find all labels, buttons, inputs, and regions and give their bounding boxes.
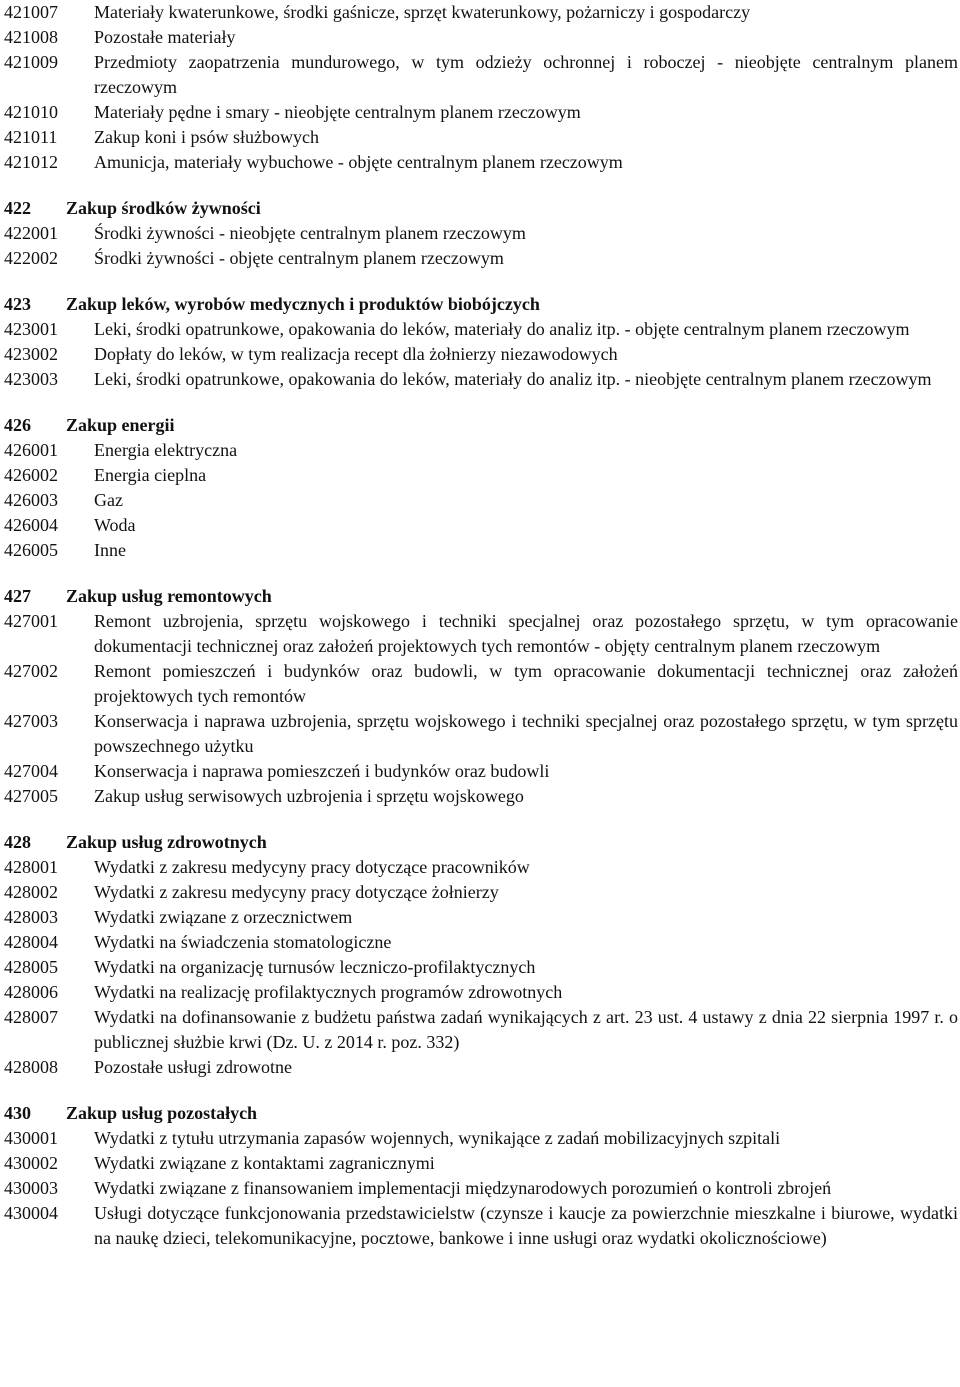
section-spacer: [4, 392, 958, 413]
item-code: 423002: [4, 344, 58, 364]
list-item: [4, 1126, 958, 1151]
item-text: Zakup usług serwisowych uzbrojenia i sprzętu wojskowego: [94, 786, 524, 806]
item-text: Remont uzbrojenia, sprzętu wojskowego i techniki specjalnej oraz pozostałego sprzętu, w tym opracowanie dokumentacji technicznej oraz założeń projektowych tych remontów - objęty centralnym planem rzeczowym: [94, 611, 958, 656]
section-spacer: [4, 1080, 958, 1101]
item-code: 427003: [4, 711, 58, 731]
list-item: [4, 463, 958, 488]
item-text: Wydatki na świadczenia stomatologiczne: [94, 932, 392, 952]
list-item: [4, 125, 958, 150]
list-item: [4, 905, 958, 930]
list-item: [4, 513, 958, 538]
item-code: 430001: [4, 1128, 58, 1148]
item-code: 426003: [4, 490, 58, 510]
item-text: Środki żywności - objęte centralnym planem rzeczowym: [94, 248, 504, 268]
list-item: [4, 538, 958, 563]
item-text: Zakup koni i psów służbowych: [94, 127, 319, 147]
list-item: [4, 367, 958, 392]
list-item: [4, 880, 958, 905]
item-code: 423003: [4, 369, 58, 389]
item-code: 422002: [4, 248, 58, 268]
section-heading: [4, 830, 958, 855]
list-item: [4, 342, 958, 367]
section-code: 430: [4, 1103, 31, 1123]
section-427: [4, 584, 958, 809]
item-text: Wydatki związane z kontaktami zagranicznymi: [94, 1153, 435, 1173]
item-text: Wydatki z tytułu utrzymania zapasów wojennych, wynikające z zadań mobilizacyjnych szpitali: [94, 1128, 781, 1148]
item-text: Wydatki na realizację profilaktycznych programów zdrowotnych: [94, 982, 563, 1002]
list-item: [4, 1055, 958, 1080]
item-code: 428003: [4, 907, 58, 927]
item-text: Materiały kwaterunkowe, środki gaśnicze, sprzęt kwaterunkowy, pożarniczy i gospodarczy: [94, 2, 751, 22]
item-text: Gaz: [94, 490, 123, 510]
list-item: [4, 0, 958, 25]
item-text: Pozostałe usługi zdrowotne: [94, 1057, 292, 1077]
item-text: Przedmioty zaopatrzenia mundurowego, w tym odzieży ochronnej i roboczej - nieobjęte centralnym planem rzeczowym: [94, 52, 958, 97]
item-code: 428005: [4, 957, 58, 977]
list-item: [4, 221, 958, 246]
list-item: [4, 759, 958, 784]
section-heading: [4, 292, 958, 317]
item-code: 422001: [4, 223, 58, 243]
section-426: [4, 413, 958, 563]
item-text: Remont pomieszczeń i budynków oraz budowli, w tym opracowanie dokumentacji technicznej oraz założeń projektowych tych remontów: [94, 661, 958, 706]
section-title: Zakup usług pozostałych: [66, 1103, 258, 1123]
item-text: Wydatki na dofinansowanie z budżetu państwa zadań wynikających z art. 23 ust. 4 ustawy z dnia 22 sierpnia 1997 r. o publicznej służbie krwi (Dz. U. z 2014 r. poz. 332): [94, 1007, 958, 1052]
item-text: Energia cieplna: [94, 465, 207, 485]
item-text: Dopłaty do leków, w tym realizacja recept dla żołnierzy niezawodowych: [94, 344, 618, 364]
section-spacer: [4, 271, 958, 292]
item-text: Materiały pędne i smary - nieobjęte centralnym planem rzeczowym: [94, 102, 581, 122]
list-item: [4, 317, 958, 342]
section-code: 422: [4, 198, 31, 218]
item-code: 428001: [4, 857, 58, 877]
section-title: Zakup środków żywności: [66, 198, 261, 218]
list-item: [4, 488, 958, 513]
list-item: [4, 50, 958, 100]
item-code: 421009: [4, 52, 58, 72]
list-item: [4, 709, 958, 759]
item-code: 426001: [4, 440, 58, 460]
item-code: 423001: [4, 319, 58, 339]
item-text: Woda: [94, 515, 136, 535]
list-item: [4, 25, 958, 50]
item-code: 421008: [4, 27, 58, 47]
item-text: Leki, środki opatrunkowe, opakowania do leków, materiały do analiz itp. - objęte centralnym planem rzeczowym: [94, 319, 910, 339]
item-text: Środki żywności - nieobjęte centralnym planem rzeczowym: [94, 223, 526, 243]
section-422: [4, 196, 958, 271]
item-text: Energia elektryczna: [94, 440, 238, 460]
item-code: 428006: [4, 982, 58, 1002]
section-heading: [4, 584, 958, 609]
list-item: [4, 930, 958, 955]
item-code: 427002: [4, 661, 58, 681]
item-code: 428007: [4, 1007, 58, 1027]
item-text: Wydatki z zakresu medycyny pracy dotyczące pracowników: [94, 857, 530, 877]
section-title: Zakup usług zdrowotnych: [66, 832, 267, 852]
item-code: 428004: [4, 932, 58, 952]
section-heading: [4, 413, 958, 438]
section-428: [4, 830, 958, 1080]
item-code: 427005: [4, 786, 58, 806]
section-title: Zakup leków, wyrobów medycznych i produktów biobójczych: [66, 294, 540, 314]
item-code: 430004: [4, 1203, 58, 1223]
section-code: 428: [4, 832, 31, 852]
list-item: [4, 1176, 958, 1201]
item-text: Pozostałe materiały: [94, 27, 236, 47]
list-item: [4, 438, 958, 463]
section-spacer: [4, 809, 958, 830]
item-text: Konserwacja i naprawa uzbrojenia, sprzętu wojskowego i techniki specjalnej oraz pozostałego sprzętu, w tym sprzętu powszechnego użytku: [94, 711, 958, 756]
list-item: [4, 246, 958, 271]
item-code: 427001: [4, 611, 58, 631]
list-item: [4, 659, 958, 709]
list-item: [4, 955, 958, 980]
item-code: 421007: [4, 2, 58, 22]
item-code: 430003: [4, 1178, 58, 1198]
item-text: Wydatki związane z finansowaniem implementacji międzynarodowych porozumień o kontroli zbrojeń: [94, 1178, 832, 1198]
item-code: 428002: [4, 882, 58, 902]
section-423: [4, 292, 958, 392]
item-text: Wydatki związane z orzecznictwem: [94, 907, 353, 927]
item-text: Konserwacja i naprawa pomieszczeń i budynków oraz budowli: [94, 761, 550, 781]
section-code: 423: [4, 294, 31, 314]
item-code: 426005: [4, 540, 58, 560]
item-code: 430002: [4, 1153, 58, 1173]
item-code: 421011: [4, 127, 58, 147]
item-text: Amunicja, materiały wybuchowe - objęte centralnym planem rzeczowym: [94, 152, 623, 172]
section-code: 427: [4, 586, 31, 606]
item-code: 426002: [4, 465, 58, 485]
item-code: 427004: [4, 761, 58, 781]
item-text: Inne: [94, 540, 126, 560]
section-code: 426: [4, 415, 31, 435]
section-430: [4, 1101, 958, 1251]
list-item: [4, 1201, 958, 1251]
section-title: Zakup usług remontowych: [66, 586, 272, 606]
item-text: Wydatki na organizację turnusów leczniczo-profilaktycznych: [94, 957, 536, 977]
list-item: [4, 1151, 958, 1176]
list-item: [4, 855, 958, 880]
item-code: 421010: [4, 102, 58, 122]
item-text: Wydatki z zakresu medycyny pracy dotyczące żołnierzy: [94, 882, 499, 902]
list-item: [4, 784, 958, 809]
list-item: [4, 150, 958, 175]
list-item: [4, 100, 958, 125]
section-title: Zakup energii: [66, 415, 175, 435]
group-421: [4, 0, 958, 175]
item-code: 428008: [4, 1057, 58, 1077]
item-code: 421012: [4, 152, 58, 172]
list-item: [4, 609, 958, 659]
list-item: [4, 980, 958, 1005]
list-item: [4, 1005, 958, 1055]
section-heading: [4, 1101, 958, 1126]
item-text: Leki, środki opatrunkowe, opakowania do leków, materiały do analiz itp. - nieobjęte centralnym planem rzeczowym: [94, 369, 932, 389]
section-spacer: [4, 175, 958, 196]
item-text: Usługi dotyczące funkcjonowania przedstawicielstw (czynsze i kaucje za powierzchnie mieszkalne i biurowe, wydatki na naukę dzieci, telekomunikacyjne, pocztowe, bankowe i inne usługi oraz wydatki okolicznościowe): [94, 1203, 958, 1248]
section-spacer: [4, 563, 958, 584]
section-heading: [4, 196, 958, 221]
item-code: 426004: [4, 515, 58, 535]
